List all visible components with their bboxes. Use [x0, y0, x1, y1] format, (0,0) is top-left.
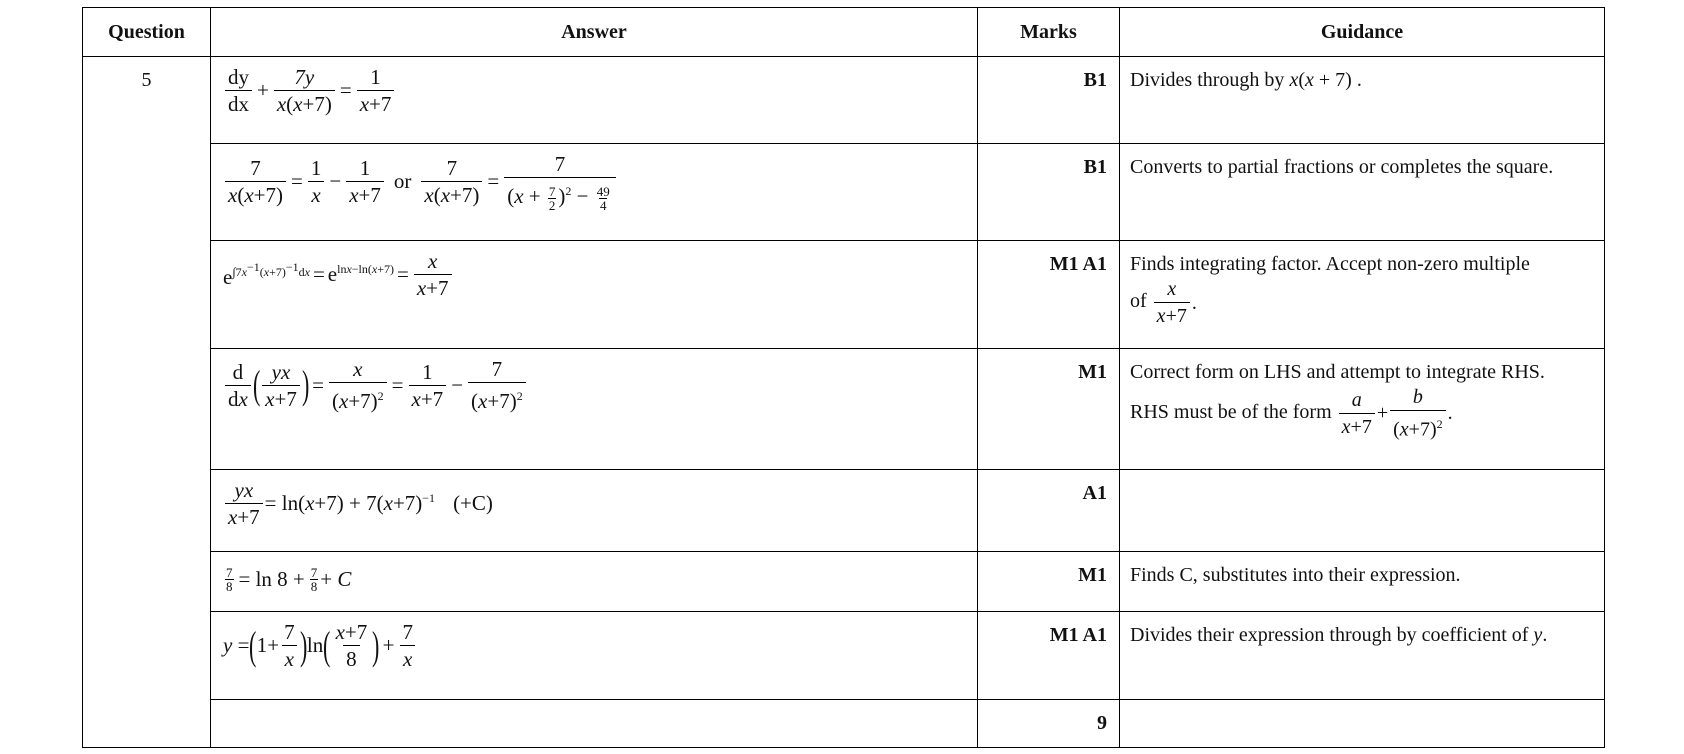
guidance-expression: $\frac{a}{x+7}$ + $\frac{b}{(x+7)^2}$ .	[1337, 385, 1453, 442]
answer-cell	[211, 552, 978, 612]
guidance-expression: $\frac{x}{x+7}$ .	[1152, 277, 1197, 328]
total-marks-cell: 9	[978, 700, 1120, 748]
guidance-text: Finds integrating factor. Accept non-zero multiple	[1130, 253, 1530, 275]
guidance-cell: Converts to partial fractions or completes the square.	[1120, 144, 1605, 241]
table-row	[83, 552, 1605, 612]
guidance-cell: Finds C, substitutes into their expression.	[1120, 552, 1605, 612]
answer-cell	[211, 349, 978, 470]
header-guidance: Guidance	[1120, 8, 1605, 57]
marks-cell: M1 A1	[978, 241, 1120, 349]
guidance-text-suffix: of	[1130, 290, 1147, 313]
mark-scheme-table	[82, 7, 1605, 748]
table-row	[83, 349, 1605, 470]
answer-cell	[211, 700, 978, 748]
answer-cell	[211, 470, 978, 552]
marks-cell: B1	[978, 57, 1120, 144]
guidance-text-suffix: RHS must be of the form	[1130, 400, 1332, 423]
header-question: Question	[83, 8, 211, 57]
guidance-text: Divides their expression through by coefficient of y.	[1130, 624, 1548, 646]
guidance-cell	[1120, 700, 1605, 748]
guidance-cell	[1120, 241, 1605, 349]
answer-expression: $\frac{yx}{x+7}$ = $\ln(x+7) + 7(x+7)^{-1}$ (+C)	[223, 478, 493, 529]
guidance-text: Correct form on LHS and attempt to integrate RHS.	[1130, 361, 1545, 383]
marks-cell: M1 A1	[978, 612, 1120, 700]
guidance-text: Divides through by x(x + 7) .	[1130, 69, 1362, 91]
table-row	[83, 612, 1605, 700]
table-row	[83, 470, 1605, 552]
answer-cell	[211, 612, 978, 700]
answer-expression: y = ( 1+ $\frac{7}{x}$ ) ln ( $\frac{x+7}{8}$ ) + $\frac{7}{x}$	[223, 620, 418, 671]
answer-expression: $\frac{7}{8}$ = ln 8 + $\frac{7}{8}$ + C	[226, 565, 352, 594]
marks-cell: M1	[978, 552, 1120, 612]
table-row	[83, 144, 1605, 241]
answer-expression: $\frac{d}{dx}$ ( $\frac{yx}{x+7}$ ) = $\frac{x}{(x+7)^2}$ = $\frac{1}{x+7}$ − $\frac{7}{(x+7)^2}$	[223, 357, 528, 413]
answer-cell	[211, 144, 978, 241]
guidance-cell	[1120, 470, 1605, 552]
guidance-cell	[1120, 349, 1605, 470]
marks-cell: A1	[978, 470, 1120, 552]
answer-expression: $\frac{7}{x(x+7)}$ = $\frac{1}{x}$ − $\frac{1}{x+7}$ or $\frac{7}{x(x+7)}$ = 7 (x + $\frac{7}{2}$ )$^2$ − $\frac{49}{4}$	[223, 152, 618, 212]
header-answer: Answer	[211, 8, 978, 57]
answer-expression: $e^{\int 7x^{-1}(x+7)^{-1}dx}$ = $e^{lnx-ln(x+7)}$ = $\frac{x}{x+7}$	[223, 249, 454, 300]
guidance-cell	[1120, 57, 1605, 144]
table-row	[83, 241, 1605, 349]
marks-cell: B1	[978, 144, 1120, 241]
guidance-cell	[1120, 612, 1605, 700]
answer-cell	[211, 57, 978, 144]
header-marks: Marks	[978, 8, 1120, 57]
question-number: 5	[83, 57, 211, 748]
table-row	[83, 57, 1605, 144]
answer-cell	[211, 241, 978, 349]
header-row	[83, 8, 1605, 57]
marks-cell: M1	[978, 349, 1120, 470]
table-row	[83, 700, 1605, 748]
answer-expression: $\frac{dy}{dx}$ + $\frac{7y}{x(x+7)}$ = $\frac{1}{x+7}$	[223, 65, 396, 116]
